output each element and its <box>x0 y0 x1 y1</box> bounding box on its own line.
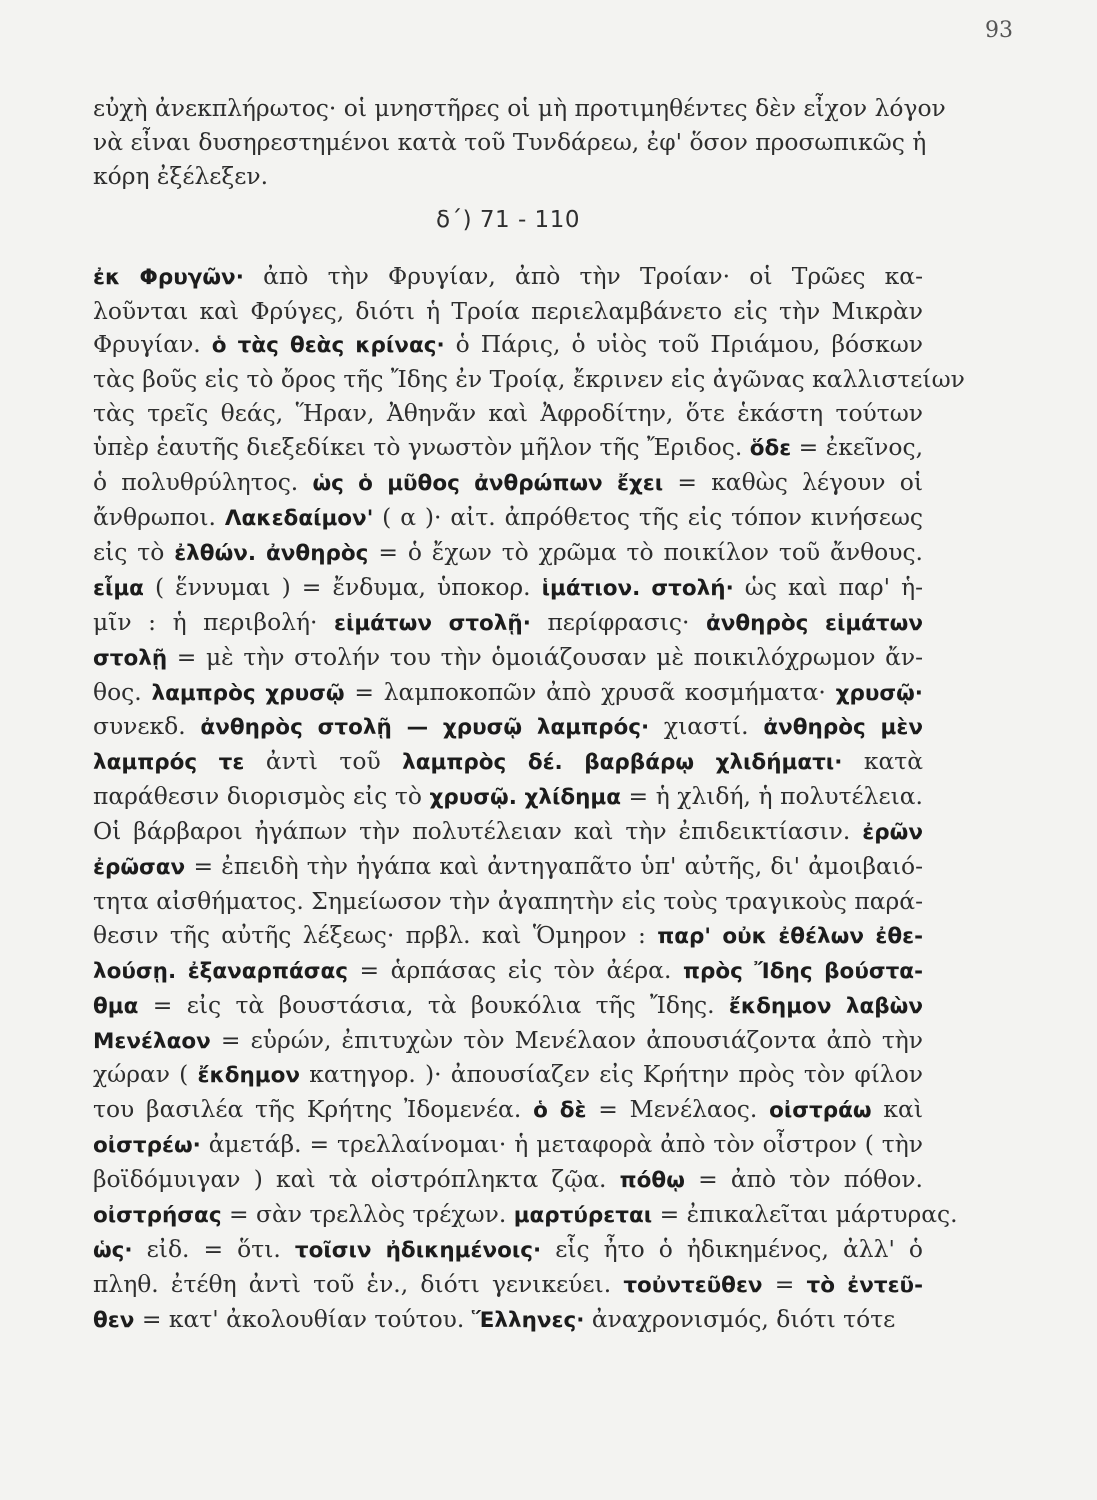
gloss-text: κατὰ <box>842 747 923 776</box>
text-line <box>93 815 923 850</box>
commentary-paragraph <box>93 260 965 1338</box>
text-line <box>93 676 923 711</box>
gloss-text: χιαστί. <box>649 712 764 741</box>
text-line <box>93 1024 923 1059</box>
intro-paragraph <box>93 92 946 194</box>
text-line <box>93 954 923 989</box>
gloss-text: μῖν : ἡ περιβολή· <box>93 607 334 636</box>
gloss-text: εἰδ. = ὅτι. <box>132 1235 295 1263</box>
lemma-term: ἀνθηρὸς εἱμάτων <box>706 610 923 636</box>
lemma-term: πρὸς Ἴδης βούστα- <box>682 958 923 984</box>
page-body <box>93 92 965 1338</box>
gloss-text: = <box>762 1269 807 1298</box>
lemma-term: χρυσῷ. χλίδημα <box>429 785 621 811</box>
text-line <box>93 536 923 571</box>
lemma-term: ὅδε <box>749 436 792 462</box>
text-line <box>93 1303 923 1338</box>
text-line <box>93 363 965 397</box>
lemma-term: ὁ τὰς θεὰς κρίνας· <box>211 333 445 359</box>
lemma-term: παρ' οὐκ ἐθέλων ἐθε- <box>657 923 924 949</box>
lemma-term: ἐκ Φρυγῶν· <box>93 264 244 290</box>
text-line <box>93 745 923 780</box>
lemma-term: θεν <box>93 1307 135 1333</box>
lemma-term: μαρτύρεται <box>513 1203 653 1229</box>
text-line <box>93 1128 923 1163</box>
gloss-text: ὑπὲρ ἑαυτῆς διεξεδίκει τὸ γνωστὸν μῆλον τῆς Ἔριδος. <box>93 433 750 462</box>
gloss-text: ὁ Πάρις, ὁ υἱὸς τοῦ Πριάμου, βόσκων <box>444 330 923 359</box>
lemma-term: τὸ ἐντεῦ- <box>806 1272 923 1298</box>
lemma-term: Μενέλαον <box>93 1028 211 1054</box>
text-line <box>93 606 923 641</box>
gloss-text: τὰς βοῦς εἰς τὸ ὄρος τῆς Ἴδης ἐν Τροίᾳ, ἔκρινεν εἰς ἀγῶνας καλλιστείων <box>93 365 965 394</box>
section-heading: δ΄) 71 - 110 <box>436 206 580 233</box>
gloss-text: νὰ εἶναι δυσηρεστημένοι κατὰ τοῦ Τυνδάρεω, ἐφ' ὅσον προσωπικῶς ἡ <box>93 127 927 156</box>
gloss-text: Οἱ βάρβαροι ἠγάπων τὴν πολυτέλειαν καὶ τὴν ἐπιδεικτίασιν. <box>93 817 863 846</box>
text-line <box>93 126 927 160</box>
gloss-text: εἷς ἦτο ὁ ἠδικημένος, ἀλλ' ὁ <box>541 1235 924 1263</box>
gloss-text: χώραν ( <box>93 1060 198 1089</box>
lemma-term: οἰστρέω· <box>93 1133 201 1159</box>
gloss-text: παράθεσιν διορισμὸς εἰς τὸ <box>93 782 430 811</box>
lemma-term: Λακεδαίμον' <box>224 505 374 531</box>
gloss-text: λοῦνται καὶ Φρύγες, διότι ἡ Τροία περιελαμβάνετο εἰς τὴν Μικρὰν <box>93 296 923 325</box>
gloss-text: εὐχὴ ἀνεκπλήρωτος· οἱ μνηστῆρες οἱ μὴ προτιμηθέντες δὲν εἶχον λόγον <box>93 94 946 122</box>
lemma-term: στολῇ <box>93 645 168 671</box>
lemma-term: λούσῃ. ἐξαναρπάσας <box>93 958 348 984</box>
lemma-term: ἱμάτιον. στολή· <box>541 575 734 601</box>
text-line <box>93 1058 923 1093</box>
gloss-text: = ἐπειδὴ τὴν ἠγάπα καὶ ἀντηγαπᾶτο ὑπ' αὐτῆς, δι' ἀμοιβαιό- <box>185 852 923 881</box>
gloss-text: = Μενέλαος. <box>586 1095 770 1124</box>
gloss-text: ἀπὸ τὴν Φρυγίαν, ἀπὸ τὴν Τροίαν· οἱ Τρῶες κα- <box>243 261 923 290</box>
gloss-text: ( ἕννυμαι ) = ἔνδυμα, ὑποκορ. <box>143 572 542 601</box>
gloss-text: Φρυγίαν. <box>93 330 212 359</box>
lemma-term: οἰστράω <box>769 1098 872 1124</box>
text-line <box>93 919 923 954</box>
text-line <box>93 501 923 536</box>
gloss-text: = εὑρών, ἐπιτυχὼν τὸν Μενέλαον ἀπουσιάζοντα ἀπὸ τὴν <box>210 1025 923 1054</box>
gloss-text: εἰς τὸ <box>93 537 175 566</box>
gloss-text: = κατ' ἀκολουθίαν τούτου. <box>134 1304 472 1333</box>
text-line <box>93 1198 958 1233</box>
gloss-text: κόρη ἐξέλεξεν. <box>93 161 269 190</box>
gloss-text: ἀντὶ τοῦ <box>244 747 403 776</box>
page-number: 93 <box>985 18 1013 43</box>
gloss-text: ὁ πολυθρύλητος. <box>93 468 313 497</box>
lemma-term: ἀνθηρὸς μὲν <box>763 715 923 741</box>
lemma-term: εἷμα <box>93 575 144 601</box>
lemma-term: εἱμάτων στολῇ· <box>333 610 531 636</box>
lemma-term: οἰστρήσας <box>93 1203 222 1229</box>
text-line <box>93 431 923 466</box>
gloss-text: περίφρασις· <box>530 607 706 636</box>
text-line <box>93 885 923 919</box>
lemma-term: τοῖσιν ἠδικημένοις· <box>294 1238 542 1263</box>
lemma-term: ἀνθηρὸς στολῇ — χρυσῷ λαμπρός· <box>200 715 650 741</box>
gloss-text: ἄνθρωποι. <box>93 502 225 531</box>
gloss-text: τητα αἰσθήματος. Σημείωσον τὴν ἀγαπητὴν εἰς τοὺς τραγικοὺς παρά- <box>93 886 923 915</box>
text-line <box>93 260 923 295</box>
gloss-text: ἀμετάβ. = τρελλαίνομαι· ἡ μεταφορὰ ἀπὸ τὸν οἶστρον ( τὴν <box>200 1130 923 1159</box>
gloss-text: = μὲ τὴν στολήν του τὴν ὁμοιάζουσαν μὲ ποικιλόχρωμον ἄν- <box>167 642 923 671</box>
text-line <box>93 1233 923 1268</box>
gloss-text: ἀναχρονισμός, διότι τότε <box>584 1304 896 1333</box>
lemma-term: λαμπρός τε <box>93 750 245 776</box>
gloss-text: = ἐκεῖνος, <box>791 433 923 462</box>
gloss-text: = λαμποκοπῶν ἀπὸ χρυσᾶ κοσμήματα· <box>344 677 836 706</box>
text-line <box>93 92 946 126</box>
text-line <box>93 641 923 676</box>
text-line <box>93 1163 923 1198</box>
text-line <box>93 1268 923 1303</box>
text-line <box>93 295 923 329</box>
gloss-text: τὰς τρεῖς θεάς, Ἥραν, Ἀθηνᾶν καὶ Ἀφροδίτην, ὅτε ἑκάστη τούτων <box>93 399 923 428</box>
text-line <box>93 710 923 745</box>
gloss-text: = καθὼς λέγουν οἱ <box>663 468 923 497</box>
gloss-text: θος. <box>93 677 152 706</box>
text-line <box>93 571 923 606</box>
gloss-text: ὡς καὶ παρ' ἡ- <box>733 572 923 601</box>
lemma-term: ἔκδημον λαβὼν <box>728 993 923 1019</box>
text-line <box>93 466 923 501</box>
text-line <box>93 397 923 431</box>
gloss-text: ( α )· αἰτ. ἀπρόθετος τῆς εἰς τόπον κινήσεως <box>373 502 923 531</box>
text-line <box>93 989 923 1024</box>
text-line <box>93 850 923 885</box>
lemma-term: λαμπρὸς χρυσῷ <box>151 680 345 706</box>
lemma-term: χρυσῷ· <box>835 680 923 706</box>
gloss-text: πληθ. ἐτέθη ἀντὶ τοῦ ἑν., διότι γενικεύει. <box>93 1269 624 1298</box>
lemma-term: θμα <box>93 993 139 1019</box>
gloss-text: καὶ <box>871 1095 923 1124</box>
lemma-term: ἔκδημον <box>197 1063 301 1089</box>
lemma-term: πόθῳ <box>619 1168 685 1194</box>
gloss-text: θεσιν τῆς αὐτῆς λέξεως· πρβλ. καὶ Ὅμηρον : <box>93 920 658 949</box>
gloss-text: βοϊδόμυιγαν ) καὶ τὰ οἰστρόπληκτα ζῷα. <box>93 1165 620 1194</box>
gloss-text: κατηγορ. )· ἀπουσίαζεν εἰς Κρήτην πρὸς τὸν φίλον <box>300 1060 924 1089</box>
lemma-term: τοὐντεῦθεν <box>623 1272 763 1298</box>
lemma-term: ἐρῶν <box>862 820 923 846</box>
lemma-term: ὡς ὁ μῦθος ἀνθρώπων ἔχει <box>312 471 664 497</box>
lemma-term: λαμπρὸς δέ. βαρβάρῳ χλιδήματι· <box>402 750 843 776</box>
gloss-text: = ἁρπάσας εἰς τὸν ἀέρα. <box>348 955 683 984</box>
text-line <box>93 1093 923 1128</box>
lemma-term: ἐλθών. ἀνθηρὸς <box>174 540 369 566</box>
text-line <box>93 780 923 815</box>
gloss-text: = ἡ χλιδή, ἡ πολυτέλεια. <box>621 782 923 811</box>
gloss-text: = εἰς τὰ βουστάσια, τὰ βουκόλια τῆς Ἴδης. <box>138 990 729 1019</box>
text-line <box>93 328 923 363</box>
gloss-text: = ὁ ἔχων τὸ χρῶμα τὸ ποικίλον τοῦ ἄνθους. <box>368 537 923 566</box>
lemma-term: ὡς· <box>93 1238 133 1263</box>
lemma-term: ὁ δὲ <box>533 1098 587 1124</box>
lemma-term: ἐρῶσαν <box>93 855 186 881</box>
gloss-text: = σὰν τρελλὸς τρέχων. <box>221 1200 514 1229</box>
gloss-text: του βασιλέα τῆς Κρήτης Ἰδομενέα. <box>93 1095 534 1124</box>
gloss-text: συνεκδ. <box>93 712 201 741</box>
gloss-text: = ἐπικαλεῖται μάρτυρας. <box>652 1200 958 1229</box>
gloss-text: = ἀπὸ τὸν πόθον. <box>684 1165 923 1194</box>
lemma-term: Ἕλληνες· <box>471 1307 585 1333</box>
text-line <box>93 160 923 194</box>
